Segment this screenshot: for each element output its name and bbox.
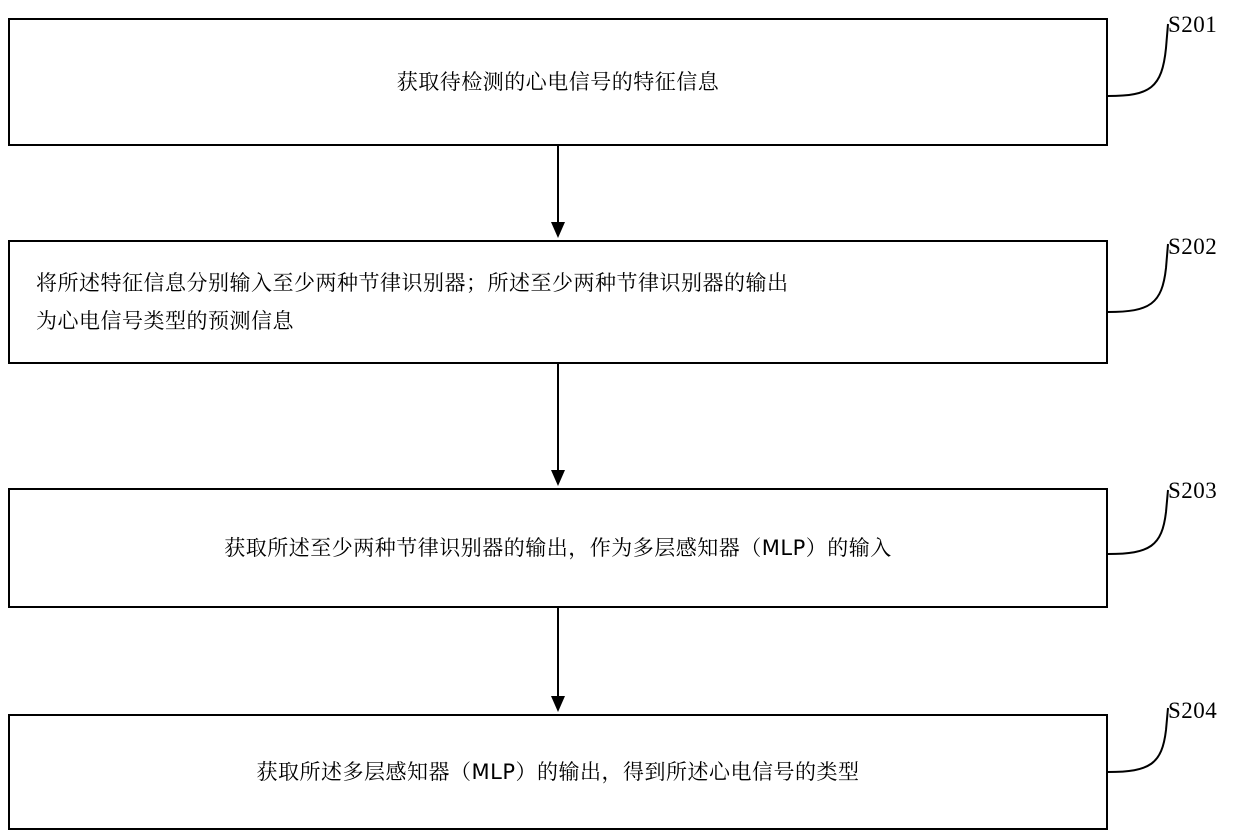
flow-step-s204-text: 获取所述多层感知器（MLP）的输出，得到所述心电信号的类型 xyxy=(256,760,860,784)
flow-arrow-s203-s204 xyxy=(540,608,580,714)
flow-step-s203-label: S203 xyxy=(1168,478,1218,503)
flow-arrow-s201-s202 xyxy=(540,146,580,240)
flow-step-s201-text: 获取待检测的心电信号的特征信息 xyxy=(396,70,720,94)
flow-step-s204-label: S204 xyxy=(1168,698,1218,723)
flow-step-s202-label: S202 xyxy=(1168,234,1218,259)
flow-step-s202-text: 将所述特征信息分别输入至少两种节律识别器；所述至少两种节律识别器的输出 为心电信号类型的预测信息 xyxy=(36,271,789,333)
flow-step-s201 xyxy=(8,18,1108,146)
flow-step-s203 xyxy=(8,488,1108,608)
flow-arrow-s202-s203 xyxy=(540,364,580,488)
flow-step-s202 xyxy=(8,240,1108,364)
flow-step-s203-text: 获取所述至少两种节律识别器的输出，作为多层感知器（MLP）的输入 xyxy=(224,536,892,560)
flow-step-s201-label: S201 xyxy=(1168,12,1218,37)
flow-step-s204 xyxy=(8,714,1108,830)
